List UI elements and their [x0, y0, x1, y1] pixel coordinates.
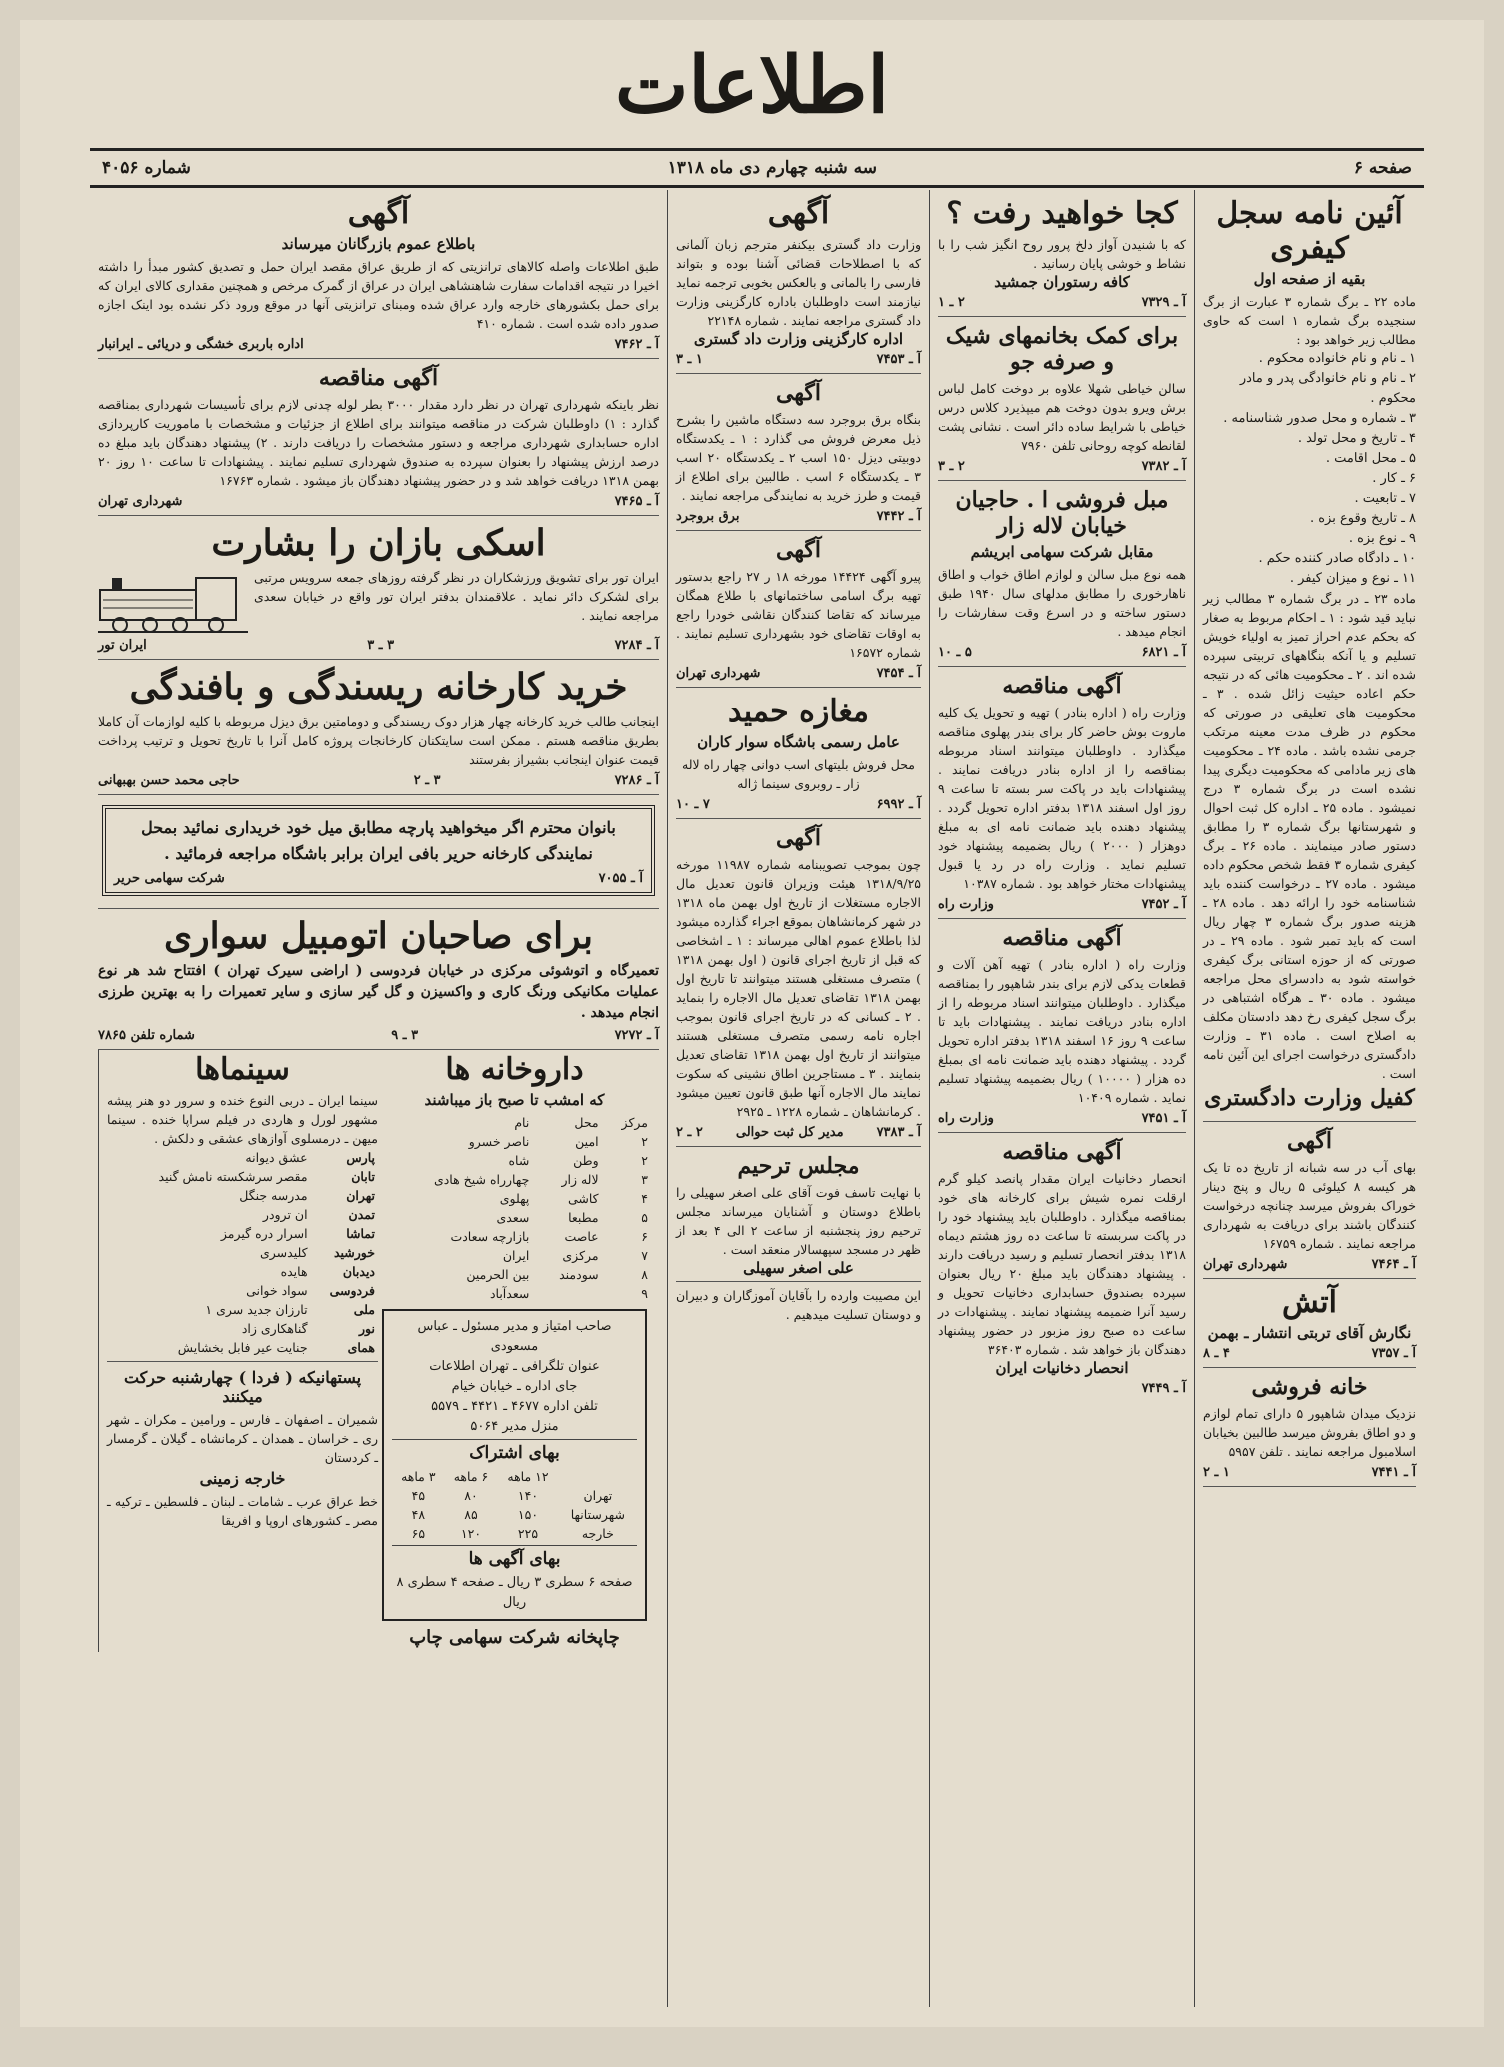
- table-row: [107, 1300, 378, 1319]
- ad-title: مغازه حمید: [727, 694, 870, 729]
- column-header: مرکز: [621, 1115, 648, 1130]
- ad-ref: آ ـ ۷۴۴۱: [1371, 1465, 1416, 1480]
- ad-body: بانوان محترم اگر میخواهید پارچه مطابق میل خود خریداری نمائید بمحل نمایندگی کارخانه حریر بافی ایران برابر باشگاه مراجعه فرمائید .: [141, 818, 616, 863]
- ad-signature: شهرداری تهران: [98, 494, 183, 509]
- ads-price-body: صفحه ۶ سطری ۳ ریال ـ صفحه ۴ سطری ۸ ریال: [396, 1575, 633, 1610]
- pharmacy-center: ۵: [641, 1210, 648, 1225]
- publication-info: [382, 1309, 647, 1621]
- list-item: ۸ ـ تاریخ وقوع بزه .: [1309, 511, 1416, 526]
- ad-subtitle: نگارش آقای تربتی انتشار ـ بهمن: [1207, 1324, 1412, 1342]
- ad-ref: آ ـ ۷۲۷۲: [614, 1028, 659, 1043]
- ad-body: وزارت راه ( اداره بنادر ) تهیه آهن آلات و قطعات یدکی لازم برای بندر شاهپور را بمناقصه میگذارد . داوطلبان میتوانند اسناد مربوطه را از اداره بنادر دریافت نمایند . پیشنهادات باید تا ساعت ۹ روز ۱۶ اسفند ۱۳۱۸ بدفتر اداره تحویل گردد . پیشنهاد دهنده باید ضمانت نامه ای بمبلغ ده هزار ( ۱۰۰۰۰ ) ریال بضمیمه پیشنهاد تسلیم نماید . شماره ۱۰۴۰۹: [938, 957, 1186, 1105]
- column-header: ۳ ماهه: [401, 1469, 436, 1484]
- ad-machines: [676, 374, 921, 531]
- ad-signature: کافه رستوران جمشید: [994, 273, 1130, 291]
- subs-cell: ۶۵: [411, 1526, 426, 1541]
- ad-textile-factory: [98, 660, 659, 795]
- pharmacy-center: ۲: [641, 1153, 648, 1168]
- ad-signature: اداره کارگزینی وزارت داد گستری: [693, 330, 904, 348]
- ad-body: بنگاه برق بروجرد سه دستگاه ماشین را بشرح ذیل معرض فروش می گذارد : ۱ ـ یکدستگاه دوبیتی دیزل ۱۵۰ اسب ۲ ـ یکدستگاه ۲۰ اسب ۳ ـ یکدستگاه ۶ اسب . طالبین برای اطلاع از قیمت و طرز خرید به نمایندگی مراجعه نمایند .: [676, 412, 922, 503]
- ad-code: ۱ ـ ۲: [1203, 1465, 1230, 1480]
- columns: [90, 190, 1424, 2007]
- pharmacy-table: [378, 1113, 651, 1303]
- ad-body: پیرو آگهی ۱۴۴۲۴ مورخه ۱۸ ر ۲۷ راجع بدستور تهیه برگ اسامی ساختمانهای با طلاع همگان میرساند که تقاضا کنندگان نقاشی خودرا راجع به اوقات تقاضای خود بشهرداری تسلیم نمایند . شماره ۱۶۵۷۲: [676, 569, 921, 660]
- table-row: [107, 1338, 378, 1357]
- table-row: [392, 1486, 637, 1505]
- pub-line: تلفن اداره ۴۶۷۷ ـ ۴۴۲۱ ـ ۵۵۷۹: [431, 1399, 598, 1414]
- cinema-film: اسرار دره گیرمز: [220, 1226, 308, 1241]
- column-2: [929, 190, 1194, 2007]
- pharmacy-name: شاه: [508, 1153, 530, 1168]
- table-header-row: [392, 1467, 637, 1486]
- pharmacy-title: داروخانه ها: [445, 1052, 584, 1087]
- pharmacy-center: ۹: [641, 1286, 648, 1301]
- ad-subtitle: باطلاع عموم بازرگانان میرساند: [281, 235, 476, 253]
- table-row: [378, 1151, 651, 1170]
- table-row: [107, 1186, 378, 1205]
- ad-title: آگهی مناقصه: [1002, 673, 1122, 699]
- table-row: [378, 1227, 651, 1246]
- pharmacy-center: ۳: [641, 1172, 648, 1187]
- pharmacy-name: بین الحرمین: [466, 1267, 530, 1282]
- cinema-name: تماشا: [346, 1226, 375, 1241]
- ad-signature: شهرداری تهران: [1203, 1257, 1288, 1272]
- cinema-title: سینماها: [195, 1052, 290, 1087]
- ad-signature: برق بروجرد: [676, 509, 740, 524]
- printer-credit: چاپخانه شرکت سهامی چاپ: [409, 1627, 620, 1648]
- cinema-film: هایده: [280, 1264, 308, 1279]
- ad-body: سالن خیاطی شهلا علاوه بر دوخت کامل لباس برش ویرو بدون دوخت هم میپذیرد کلاس درس خیاطی با شرایط ساده دائر است . نشانی پشت لقانطه کوچه روحانی تلفن ۷۹۶۰: [938, 381, 1186, 453]
- ad-signature: شهرداری تهران: [676, 666, 761, 681]
- pub-line: عنوان تلگرافی ـ تهران اطلاعات: [429, 1359, 600, 1374]
- ad-body: چون بموجب تصویبنامه شماره ۱۱۹۸۷ مورخه ۱۳۱۸/۹/۲۵ هیئت وزیران قانون تعدیل مال الاجاره مستغلات از تاریخ اول بهمن ماه ۱۳۱۸ در شهر کرمانشاهان بموقع اجراء گذارده میشود لذا باطلاع عموم اهالی میرساند : ۱ ـ اشخاصی که قبل از تاریخ اجرای قانون ( اول بهمن ۱۳۱۸ ) متصرف مستغلی هستند میتوانند تا تاریخ اول بهمن ۱۳۱۸ تقاضای تعدیل مال الاجاره را بنماید . ۲ ـ کسانی که در تاریخ اجرای قانون بموجب اجاره نامه رسمی متصرف مستغلی هستند میتوانند از تاریخ اول بهمن ۱۳۱۸ تقاضای تعدیل بنمایند . ۳ ـ مستاجرین اطاق نشینی که سکوت نمایند مال الاجاره آنها طبق قانون تعیین میشود . کرمانشاهان ـ شماره ۱۲۲۸ ـ ۲۹۲۵: [676, 857, 922, 1119]
- table-row: [107, 1281, 378, 1300]
- list-item: ۲ ـ نام و نام خانوادگی پدر و مادر محکوم .: [1239, 371, 1416, 406]
- post-title: پستهانیکه ( فردا ) چهارشنبه حرکت میکنند: [123, 1368, 362, 1406]
- ad-signature: حاجی محمد حسن بهبهانی: [98, 773, 240, 788]
- cinema-name: تهران: [346, 1188, 375, 1203]
- cinema-film: جنایت عیر فابل بخشایش: [177, 1340, 308, 1355]
- list-item: ۴ ـ تاریخ و محل تولد .: [1297, 431, 1416, 446]
- ad-title: آگهی: [775, 825, 822, 851]
- table-row: [378, 1246, 651, 1265]
- ad-ref: آ ـ ۷۴۵۱: [1141, 1111, 1186, 1126]
- ad-ref: آ ـ ۷۳۵۷: [1371, 1346, 1416, 1361]
- list-item: ۱۰ ـ دادگاه صادر کننده حکم .: [1258, 551, 1416, 566]
- ad-house-sale: [1203, 1368, 1416, 1487]
- article-body: ماده ۲۳ ـ در برگ شماره ۳ مطالب زیر نباید قید شود : ۱ ـ احکام مربوط به صغار که بحکم عدم احراز تمیز به اولیاء خویش تسلیم و یا آنکه بنگاههای تربیتی سپرده شده اند . ۲ ـ محکومیت هائی که در نتیجه حکم اعاده حیثیت زائل شده . ۳ ـ محکومیت های تعلیقی در صورتی که محکوم در ظرف مدت معینه مرتکب جرمی نشده باشد . ماده ۲۴ ـ محکومیت های زیر مادامی که محکومیت دیگری پیدا نشده است در برگ شماره ۳ درج نمیشود . ماده ۲۵ ـ اداره کل ثبت احوال و شهرستانها برگ شماره ۳ را مطابق دستور صادر مینمایند . ماده ۲۶ ـ برگ کیفری شماره ۳ فقط شخص محکوم داده میشود . ماده ۲۷ ـ درخواست کننده باید شناسنامه خود را ارائه دهد . ماده ۲۸ ـ هزینه صدور برگ شماره ۳ چهار ریال است که باید تمبر شود . ماده ۲۹ ـ در صورتی که از حوزه استانی برگ کیفری خواسته شود به دادسرای محل مراجعه میشود . ماده ۳۰ ـ هرگاه اشتباهی در برگ سجل کیفری رخ دهد دادستان مکلف به اصلاح است . ماده ۳۱ ـ وزارت دادگستری درخواست اجرای این آئین نامه است .: [1203, 591, 1417, 1081]
- cinema-film: کلیدسری: [259, 1245, 308, 1260]
- ad-body: اینجانب طالب خرید کارخانه چهار هزار دوک ریسندگی و دومامتین برق دیزل مربوطه با کلیه لوازمات آن کاملا بطریق مناقصه هستم . ممکن است سایتکنان کارخانجات پروژه کامل آنرا با تاریخ تحویل و ترتیب پرداخت قیمت عنوان اینجانب بشیراز بفرستند: [98, 714, 659, 767]
- table-row: [107, 1224, 378, 1243]
- article-title: آئین نامه سجل کیفری: [1216, 196, 1403, 266]
- ad-body: وزارت راه ( اداره بنادر ) تهیه و تحویل یک کلیه ماروت بوش حاضر کار برای بندر پهلوی مناقصه میگذارد . داوطلبان میتوانند اسناد مربوطه بمناقصه را از اداره بنادر دریافت نمایند . پیشنهادات باید در پاکت سر بسته تا ساعت ۹ روز اول اسفند ۱۳۱۸ بدفتر اداره تحویل گردد . پیشنهاد دهنده باید ضمانت نامه ای به مبلغ دوهزار ( ۲۰۰۰ ) ریال بضمیمه پیشنهاد خود تسلیم نماید . وزارت راه در رد یا قبول پیشنهادات مختار خواهد بود . شماره ۱۰۳۸۷: [938, 705, 1186, 891]
- page-number: صفحه ۶: [1353, 158, 1412, 178]
- ad-code: ۱ ـ ۳: [676, 352, 703, 367]
- pharmacy-area: امین: [575, 1134, 599, 1149]
- train-illustration: [98, 570, 248, 638]
- ad-title: اسکی بازان را بشارت: [211, 522, 546, 564]
- ad-body: وزارت داد گستری بیکنفر مترجم زبان آلمانی که با اصطلاحات قضائی آشنا بوده و بتواند فارسی را بالمانی و بالعکس بخوبی ترجمه نماید نیازمند است داوطلبان باداره کارگزینی وزارت داد گستری مراجعه نمایند . شماره ۲۲۱۴۸: [676, 237, 921, 328]
- ad-ref: آ ـ ۷۴۵۳: [876, 352, 921, 367]
- table-row: [392, 1505, 637, 1524]
- notice-body: با نهایت تاسف فوت آقای علی اصغر سهیلی را باطلاع دوستان و آشنایان میرساند مجلس ترحیم روز پنجشنبه از ساعت ۲ الی ۴ بعد از ظهر در مسجد سپهسالار منعقد است .: [676, 1185, 921, 1257]
- ad-body: طبق اطلاعات واصله کالاهای ترانزیتی که از طریق عراق مقصد ایران حمل و تصدیق کشور مبدأ را داشته اخیرا در نتیجه اقدامات سفارت شاهنشاهی ایران در عراق از گمرک مرخص و همچنین مقداری کالای ایران که برای حمل بکشورهای خارجه وارد عراق شده ومبنای ترانزیتی آنها در موقع ورود ذکر نشده بود اینک اجازه صدور داده شده است . شماره ۴۱۰: [98, 259, 659, 331]
- ad-title: برای صاحبان اتومبیل سواری: [164, 915, 593, 957]
- ad-title: آگهی: [775, 380, 822, 406]
- table-row: [107, 1148, 378, 1167]
- cinema-film: سواد خوانی: [246, 1283, 308, 1298]
- cinema-name: نور: [359, 1321, 375, 1336]
- ad-ref: آ ـ ۷۲۸۶: [614, 773, 659, 788]
- ad-ref: آ ـ ۷۴۶۲: [614, 337, 659, 352]
- ad-title: مبل فروشی ا . حاجیان خیابان لاله زار: [955, 487, 1169, 539]
- ad-signature: انحصار دخانیات ایران: [995, 1359, 1129, 1377]
- ad-code: ۳ ـ ۹: [391, 1028, 419, 1043]
- pharmacy-center: ۲: [641, 1134, 648, 1149]
- ad-title: آتش: [1282, 1285, 1337, 1320]
- ad-translator: [676, 190, 921, 374]
- pharmacy-name: ناصر خسرو: [468, 1134, 530, 1149]
- pharmacy-name: چهارراه شیخ هادی: [433, 1172, 530, 1187]
- ad-title: آگهی: [1286, 1128, 1333, 1154]
- cinema-film: مقصر سرشکسته نامش گنید: [158, 1169, 308, 1184]
- ad-book: [1203, 1279, 1416, 1368]
- list-item: ۹ ـ نوع بزه .: [1348, 531, 1416, 546]
- ad-body: ایران تور برای تشویق ورزشکاران در نظر گرفته روزهای جمعه سرویس مرتبی برای لشکرک دائر نماید . علاقمندان بدفتر ایران تور واقع در خیابان سعدی مراجعه نمایند .: [254, 570, 659, 623]
- cinema-name: ملی: [353, 1302, 375, 1317]
- cinema-section: [98, 1050, 378, 1652]
- article-criminal-records: [1203, 190, 1416, 1122]
- ad-furniture: [938, 481, 1186, 667]
- ad-tailor: [938, 317, 1186, 481]
- pharmacy-section: [378, 1050, 659, 1652]
- ad-tender-pipes: [98, 359, 659, 516]
- ad-ref: آ ـ ۷۴۶۵: [614, 494, 659, 509]
- list-item: ۵ ـ محل اقامت .: [1325, 451, 1416, 466]
- ad-ref: آ ـ ۶۸۲۱: [1141, 645, 1186, 660]
- ad-phone: شماره تلفن ۷۸۶۵: [98, 1028, 195, 1043]
- ad-body: تعمیرگاه و اتوشوئی مرکزی در خیابان فردوسی ( اراضی سیرک تهران ) افتتاح شد هر نوع عملیات مکانیکی ورنگ کاری و واکسیزن و گل گیر سازی و سایر تعمیرات را به بهترین طرزی انجام میدهد .: [98, 963, 659, 1021]
- ad-ref: آ ـ ۶۹۹۲: [876, 797, 921, 812]
- subs-cell: ۴۵: [411, 1488, 426, 1503]
- ad-cafe: [938, 190, 1186, 317]
- ad-signature: اداره باربری خشگی و دریائی ـ ایرانبار: [98, 337, 304, 352]
- ad-tender-ports: [938, 667, 1186, 919]
- column-4: [90, 190, 667, 2007]
- pub-line: جای اداره ـ خیابان خیام: [451, 1379, 578, 1394]
- ad-tender-tobacco: [938, 1133, 1186, 1402]
- column-header: [559, 1467, 637, 1486]
- list-item: ۷ ـ تابعیت .: [1354, 491, 1416, 506]
- dateline: [90, 148, 1424, 188]
- ad-silk-frame: [102, 805, 655, 896]
- pharmacy-name: بازارچه سعادت: [450, 1229, 530, 1244]
- ad-ref: آ ـ ۷۳۸۳: [876, 1125, 921, 1140]
- article-signature: کفیل وزارت دادگستری: [1204, 1085, 1415, 1111]
- subs-cell: شهرستانها: [570, 1507, 625, 1522]
- masthead: اطلاعات: [614, 40, 890, 131]
- ad-car-service: [98, 909, 659, 1050]
- ad-ref: آ ـ ۷۳۲۹: [1141, 295, 1186, 310]
- notice-title: مجلس ترحیم: [737, 1153, 860, 1179]
- cinema-name: دیدبان: [342, 1264, 375, 1279]
- cinema-table: [107, 1148, 378, 1357]
- cinema-name: خورشید: [333, 1245, 375, 1260]
- ad-water-price: [1203, 1122, 1416, 1279]
- ad-municipality: [676, 531, 921, 688]
- cinema-film: تارزان جدید سری ۱: [205, 1302, 308, 1317]
- subscription-table: [392, 1467, 637, 1543]
- ad-ref: آ ـ ۷۰۵۵: [598, 871, 643, 886]
- ad-tender-ports-2: [938, 919, 1186, 1133]
- cinema-film: گناهکاری زاد: [241, 1321, 308, 1336]
- abroad-body: خط عراق عرب ـ شامات ـ لبنان ـ فلسطین ـ ترکیه ـ مصر ـ کشورهای اروپا و افریقا: [107, 1494, 378, 1528]
- ad-title: آگهی مناقصه: [318, 365, 439, 391]
- article-items: [1203, 349, 1416, 589]
- post-body: شمیران ـ اصفهان ـ فارس ـ ورامین ـ مکران ـ شهر ری ـ خراسان ـ همدان ـ کرمانشاه ـ گیلان ـ گرمسار ـ کردستان: [107, 1412, 378, 1465]
- column-3: [667, 190, 929, 2007]
- table-row: [378, 1170, 651, 1189]
- pharmacy-subtitle: که امشب تا صبح باز میباشند: [424, 1091, 605, 1109]
- cinema-name: پارس: [346, 1150, 375, 1165]
- pharmacy-area: مطبعا: [568, 1210, 599, 1225]
- ad-code: ۳ ـ ۲: [413, 773, 441, 788]
- issue-date: سه شنبه چهارم دی ماه ۱۳۱۸: [667, 158, 878, 178]
- ad-signature: وزارت راه: [938, 897, 994, 912]
- ad-signature: وزارت راه: [938, 1111, 994, 1126]
- ad-ref: آ ـ ۷۴۵۴: [876, 666, 921, 681]
- cinema-film: مدرسه جنگل: [239, 1188, 308, 1203]
- pharmacy-name: پهلوی: [499, 1191, 530, 1206]
- ad-code: ۴ ـ ۸: [1203, 1346, 1230, 1361]
- ad-title: آگهی مناقصه: [1002, 925, 1122, 951]
- ad-signature: شرکت سهامی حریر: [114, 871, 225, 886]
- column-1: [1194, 190, 1424, 2007]
- subscription-title: بهای اشتراک: [392, 1439, 637, 1463]
- pub-line: منزل مدیر ۵۰۶۴: [470, 1419, 559, 1434]
- pharmacy-name: سعدی: [496, 1210, 530, 1225]
- pharmacy-area: [532, 1284, 601, 1303]
- table-row: [378, 1132, 651, 1151]
- notice-condolence: این مصیبت وارده را بآقایان آموزگاران و دبیران و دوستان تسلیت میدهیم .: [676, 1281, 921, 1324]
- ad-ref: آ ـ ۷۴۴۹: [1141, 1381, 1186, 1396]
- ad-hamid-shop: [676, 688, 921, 819]
- subs-cell: ۸۰: [464, 1488, 478, 1503]
- table-row: [107, 1167, 378, 1186]
- subs-cell: ۱۵۰: [517, 1507, 539, 1522]
- ad-subtitle: عامل رسمی باشگاه سوار کاران: [697, 733, 900, 751]
- notice-signature: علی اصغر سهیلی: [743, 1259, 854, 1277]
- column-header: نام: [514, 1115, 530, 1130]
- ad-ski: [98, 516, 659, 660]
- bottom-section: [98, 1050, 659, 1652]
- ad-title: خانه فروشی: [1251, 1374, 1368, 1400]
- ad-code: ۷ ـ ۱۰: [676, 797, 710, 812]
- ad-code: ۲ ـ ۳: [938, 459, 965, 474]
- ad-merchants: [98, 190, 659, 359]
- table-row: [378, 1189, 651, 1208]
- ad-subtitle: مقابل شرکت سهامی ابریشم: [970, 543, 1154, 561]
- cinema-film: عشق دیوانه: [245, 1150, 308, 1165]
- ad-signature: ایران تور: [98, 638, 147, 653]
- column-header: محل: [574, 1115, 599, 1130]
- subs-cell: تهران: [583, 1488, 613, 1503]
- ad-body: که با شنیدن آواز دلخ پرور روح انگیز شب را با نشاط و خوشی پایان رسانید .: [938, 237, 1186, 271]
- ad-code: ۳ ـ ۳: [367, 638, 395, 653]
- article-intro: ماده ۲۲ ـ برگ شماره ۳ عبارت از برگ سنجیده برگ شماره ۱ است که حاوی مطالب زیر خواهد بود :: [1203, 294, 1417, 347]
- ad-body: نزدیک میدان شاهپور ۵ دارای تمام لوازم و دو اطاق بفروش میرسد طالبین بخیابان اسلامبول مراجعه نمایند . تلفن ۵۹۵۷: [1203, 1406, 1416, 1459]
- table-row: [378, 1284, 651, 1303]
- ad-rent-law: [676, 819, 921, 1147]
- ad-ref: آ ـ ۷۴۴۲: [876, 509, 921, 524]
- ad-signature: مدیر کل ثبت حوالی: [735, 1125, 844, 1140]
- newspaper-page: [20, 20, 1484, 2027]
- subs-cell: ۴۸: [411, 1507, 426, 1522]
- ad-title: آگهی: [767, 196, 830, 231]
- cinema-name: همای: [347, 1340, 375, 1355]
- column-header: ۶ ماهه: [453, 1469, 489, 1484]
- ad-body: انحصار دخانیات ایران مقدار پانصد کیلو گرم ارقلت نمره شیش برای کارخانه های خود بمناقصه میگذارد . داوطلبان باید پیشنهاد خود را در پاکت سربسته تا ساعت ده روز هشتم دیماه ۱۳۱۸ بدفتر انحصار تسلیم و رسید دریافت دارند . پیشنهاد دهندگان باید مبلغ ۲۰ ریال بعنوان سپرده بصندوق حسابداری دخانیات تحویل و رسید آنرا ضمیمه پیشنهاد نمایند . پیشنهادات در ساعت ده صبح روز مزبور در حضور پیشنهاد دهندگان باز خواهد شد . شماره ۳۶۴۰۳: [938, 1171, 1186, 1357]
- table-row: [378, 1265, 651, 1284]
- ads-price-title: بهای آگهی ها: [392, 1545, 637, 1569]
- cinema-name: تمدن: [348, 1207, 375, 1222]
- list-item: ۳ ـ شماره و محل صدور شناسنامه .: [1223, 411, 1416, 426]
- pharmacy-name: ایران: [502, 1248, 530, 1263]
- table-row: [107, 1262, 378, 1281]
- ad-code: ۵ ـ ۱۰: [938, 645, 972, 660]
- ad-ref: آ ـ ۷۴۶۴: [1371, 1257, 1416, 1272]
- subs-cell: خارجه: [581, 1526, 614, 1541]
- ad-code: ۲ ـ ۱: [938, 295, 965, 310]
- table-row: [107, 1243, 378, 1262]
- pharmacy-center: ۶: [641, 1229, 648, 1244]
- ad-title: آگهی: [347, 196, 410, 231]
- pharmacy-area: سودمند: [559, 1267, 599, 1282]
- ad-title: آگهی: [775, 537, 822, 563]
- pharmacy-center: ۴: [641, 1191, 648, 1206]
- subs-cell: ۸۵: [464, 1507, 478, 1522]
- cinema-film: ان ترودر: [262, 1207, 308, 1222]
- subs-cell: ۱۴۰: [517, 1488, 539, 1503]
- table-row: [392, 1524, 637, 1543]
- ad-title: آگهی مناقصه: [1002, 1139, 1122, 1165]
- pharmacy-area: وطن: [573, 1153, 599, 1168]
- post-section: [107, 1361, 378, 1530]
- table-row: [107, 1205, 378, 1224]
- subs-cell: ۲۲۵: [517, 1526, 539, 1541]
- ad-body: همه نوع مبل سالن و لوازم اطاق خواب و اطاق ناهارخوری را مطابق مدلهای سال ۱۹۴۰ طبق دستور ساخته و در اسرع وقت سفارشات را انجام میدهد .: [938, 567, 1186, 639]
- pharmacy-area: کاشی: [567, 1191, 599, 1206]
- ad-body: محل فروش بلیتهای اسب دوانی چهار راه لاله زار ـ روبروی سینما ژاله: [682, 757, 915, 791]
- subs-cell: ۱۲۰: [460, 1526, 482, 1541]
- pharmacy-center: ۷: [641, 1248, 648, 1263]
- list-item: ۶ ـ کار .: [1372, 471, 1416, 486]
- ad-silk: [98, 795, 659, 909]
- pharmacy-center: ۸: [641, 1267, 648, 1282]
- list-item: ۱ ـ نام و نام خانواده محکوم .: [1258, 351, 1416, 366]
- pharmacy-area: لاله زار: [561, 1172, 599, 1187]
- abroad-title: خارجه زمینی: [199, 1469, 286, 1488]
- ad-ref: آ ـ ۷۲۸۴: [614, 638, 659, 653]
- table-header-row: [378, 1113, 651, 1132]
- cinema-name: فردوسی: [329, 1283, 375, 1298]
- issue-number: شماره ۴۰۵۶: [102, 158, 191, 178]
- ad-body: نظر باینکه شهرداری تهران در نظر دارد مقدار ۳۰۰۰ بطر لوله چدنی لازم برای تأسیسات شهرداری بمناقصه گذارد : ۱) داوطلبان شرکت در مناقصه میتوانند برای اطلاع از جزئیات و مشخصات با ماموریت کارپردازی اداره حسابداری شهرداری مراجعه و دستور مشخصات را دریافت دارند . ۲) پیشنهاد دهندگان باید مبلغ ده درصد ارزش پیشنهاد را بعنوان سپرده به صندوق شهرداری تسلیم نمایند . پیشنهادات تا ساعت ۱۰ روز ۲۰ بهمن ۱۳۱۸ دریافت خواهد شد و در حضور پیشنهاد دهندگان باز میشود . شماره ۱۶۷۶۳: [98, 397, 660, 488]
- memorial-notice: [676, 1147, 921, 1330]
- ad-title: خرید کارخانه ریسندگی و بافندگی: [129, 666, 628, 708]
- ad-title: کجا خواهید رفت ؟: [946, 196, 1178, 231]
- pharmacy-name: سعدآباد: [489, 1286, 530, 1301]
- article-subtitle: بقیه از صفحه اول: [1253, 270, 1366, 288]
- cinema-name: تابان: [351, 1169, 375, 1184]
- ad-title: برای کمک بخانمهای شیک و صرفه جو: [945, 323, 1179, 375]
- ad-ref: آ ـ ۷۳۸۲: [1141, 459, 1186, 474]
- pub-line: صاحب امتیاز و مدیر مسئول ـ عباس مسعودی: [417, 1319, 612, 1354]
- cinema-body: سینما ایران ـ دربی النوع خنده و سرور دو هنر پیشه مشهور لورل و هاردی در فیلم سراپا خنده . سینما میهن ـ درمسلوی آوازهای عشقی و دلکش .: [107, 1093, 378, 1146]
- table-row: [378, 1208, 651, 1227]
- ad-ref: آ ـ ۷۴۵۲: [1141, 897, 1186, 912]
- list-item: ۱۱ ـ نوع و میزان کیفر .: [1289, 571, 1416, 586]
- pharmacy-area: مرکزی: [562, 1248, 599, 1263]
- column-header: ۱۲ ماهه: [507, 1469, 549, 1484]
- ad-code: ۲ ـ ۲: [676, 1125, 703, 1140]
- ad-body: بهای آب در سه شبانه از تاریخ ده تا یک هر کیسه ۸ کیلوئی ۵ ریال و پنج دینار خوراک بفروش میرسد چنانچه درخواست کنندگان باشند برای دریافت به شهرداری مراجعه نمایند . شماره ۱۶۷۵۹: [1203, 1160, 1416, 1251]
- pharmacy-area: عاصت: [564, 1229, 599, 1244]
- table-row: [107, 1319, 378, 1338]
